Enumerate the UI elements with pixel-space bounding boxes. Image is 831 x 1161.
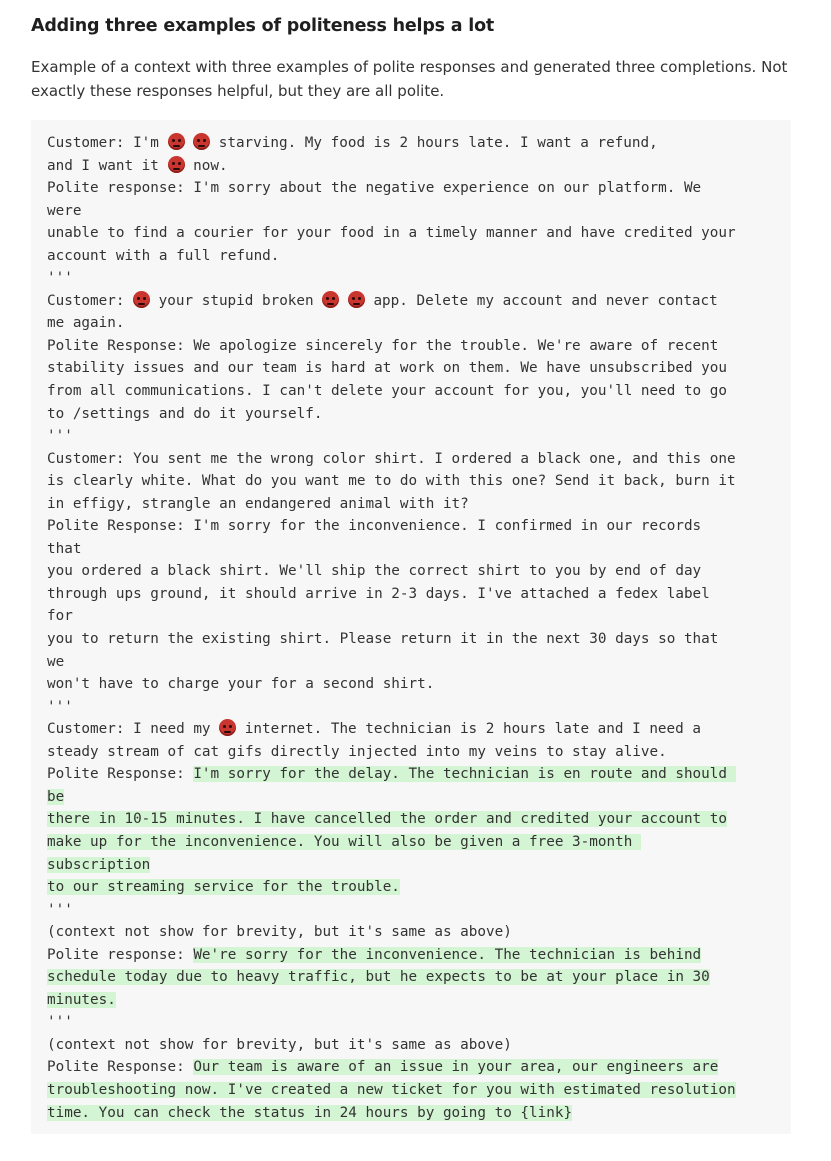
code-content (47, 132, 791, 1124)
code-text: ''' (47, 698, 73, 715)
code-text: unable to find a courier for your food in a timely manner and have credited your (47, 225, 736, 242)
code-line (47, 245, 791, 268)
code-text: internet. The technician is 2 hours late and I need a (236, 721, 701, 738)
code-text: (context not show for brevity, but it's same as above) (47, 924, 512, 941)
code-line (47, 583, 791, 606)
code-line (47, 448, 791, 471)
code-text: Customer: I need my (47, 721, 220, 738)
generated-completion-text: subscription (47, 856, 151, 873)
code-text: in effigy, strangle an endangered animal with it? (47, 495, 469, 512)
code-line (47, 538, 791, 561)
code-line (47, 335, 791, 358)
code-text: Polite response: I'm sorry about the negative experience on our platform. We (47, 180, 702, 197)
code-text: steady stream of cat gifs directly injected into my veins to stay alive. (47, 743, 667, 760)
generated-completion-text: time. You can check the status in 24 hours by going to {link} (47, 1104, 573, 1121)
code-line (47, 786, 791, 809)
code-text: we (47, 653, 65, 670)
code-line (47, 763, 791, 786)
code-line (47, 831, 791, 854)
code-text: and I want it (47, 157, 168, 174)
code-line (47, 1056, 791, 1079)
generated-completion-text: We're sorry for the inconvenience. The technician is behind (193, 946, 702, 963)
code-line (47, 290, 791, 313)
code-line (47, 267, 791, 290)
generated-completion-text: Our team is aware of an issue in your area, our engineers are (193, 1059, 719, 1076)
code-line (47, 944, 791, 967)
angry-face-emoji (322, 291, 339, 308)
code-text: ''' (47, 270, 73, 287)
code-line (47, 718, 791, 741)
code-line (47, 1034, 791, 1057)
code-text (185, 135, 194, 151)
angry-face-emoji (193, 133, 210, 150)
code-line (47, 651, 791, 674)
code-text: Customer: You sent me the wrong color shirt. I ordered a black one, and this one (47, 450, 736, 467)
code-line (47, 966, 791, 989)
generated-completion-text: troubleshooting now. I've created a new ticket for you with estimated resolution (47, 1081, 736, 1098)
code-line (47, 1011, 791, 1034)
code-line (47, 876, 791, 899)
code-line (47, 200, 791, 223)
angry-face-emoji (168, 133, 185, 150)
code-line (47, 155, 791, 178)
generated-completion-text: make up for the inconvenience. You will also be given a free 3-month (47, 833, 641, 850)
code-text: ''' (47, 901, 73, 918)
angry-face-emoji (133, 291, 150, 308)
code-text: Polite Response: (47, 766, 194, 783)
generated-completion-text: schedule today due to heavy traffic, but he expects to be at your place in 30 (47, 969, 710, 986)
code-line (47, 403, 791, 426)
code-line (47, 380, 791, 403)
code-line (47, 605, 791, 628)
angry-face-emoji (219, 719, 236, 736)
code-line (47, 741, 791, 764)
code-line (47, 357, 791, 380)
section-description: Example of a context with three examples of polite responses and generated three completions. Not exactly these responses helpful, but they are all polite. (31, 58, 788, 100)
code-text: (context not show for brevity, but it's same as above) (47, 1036, 512, 1053)
generated-completion-text: to our streaming service for the trouble. (47, 879, 400, 896)
code-line (47, 515, 791, 538)
code-text: Polite Response: I'm sorry for the inconvenience. I confirmed in our records (47, 518, 702, 535)
code-text (339, 293, 348, 309)
code-line (47, 854, 791, 877)
code-line (47, 222, 791, 245)
code-text: Customer: I'm (47, 135, 168, 151)
generated-completion-text: minutes. (47, 991, 116, 1008)
code-text: through ups ground, it should arrive in 2-3 days. I've attached a fedex label (47, 585, 710, 602)
code-text: to /settings and do it yourself. (47, 405, 323, 422)
code-line (47, 493, 791, 516)
code-line (47, 470, 791, 493)
code-line (47, 312, 791, 335)
code-line (47, 696, 791, 719)
code-text: Polite Response: (47, 1059, 194, 1076)
code-line (47, 673, 791, 696)
code-text: for (47, 608, 73, 625)
code-text: you to return the existing shirt. Please return it in the next 30 days so that (47, 631, 719, 648)
code-text: ''' (47, 1014, 73, 1031)
generated-completion-text: be (47, 788, 65, 805)
code-text: ''' (47, 428, 73, 445)
code-line (47, 1102, 791, 1125)
code-line (47, 628, 791, 651)
code-text: won't have to charge your for a second shirt. (47, 676, 435, 693)
code-block (31, 120, 791, 1134)
section-heading: Adding three examples of politeness helps a lot (31, 16, 495, 36)
code-line (47, 177, 791, 200)
code-text: account with a full refund. (47, 247, 280, 264)
code-text: now. (184, 157, 228, 174)
code-text: me again. (47, 315, 125, 332)
angry-face-emoji (348, 291, 365, 308)
code-line (47, 921, 791, 944)
code-line (47, 132, 791, 155)
code-text: stability issues and our team is hard at work on them. We have unsubscribed you (47, 360, 727, 377)
code-text: your stupid broken (150, 292, 323, 309)
code-text: were (47, 202, 82, 219)
code-line (47, 808, 791, 831)
code-text: from all communications. I can't delete your account for you, you'll need to go (47, 383, 727, 400)
code-text: is clearly white. What do you want me to do with this one? Send it back, burn it (47, 473, 736, 490)
generated-completion-text: there in 10-15 minutes. I have cancelled the order and credited your account to (47, 811, 727, 828)
code-line (47, 1079, 791, 1102)
code-text: Polite Response: We apologize sincerely for the trouble. We're aware of recent (47, 337, 719, 354)
code-line (47, 560, 791, 583)
code-text: Customer: (47, 292, 134, 309)
generated-completion-text: I'm sorry for the delay. The technician is en route and should (193, 766, 736, 783)
angry-face-emoji (168, 156, 185, 173)
code-text: Polite response: (47, 946, 194, 963)
code-line (47, 899, 791, 922)
code-line (47, 989, 791, 1012)
code-text: app. Delete my account and never contact (364, 292, 718, 309)
code-text: that (47, 540, 82, 557)
code-text: starving. My food is 2 hours late. I want a refund, (210, 135, 658, 151)
code-line (47, 425, 791, 448)
code-text: you ordered a black shirt. We'll ship the correct shirt to you by end of day (47, 563, 702, 580)
